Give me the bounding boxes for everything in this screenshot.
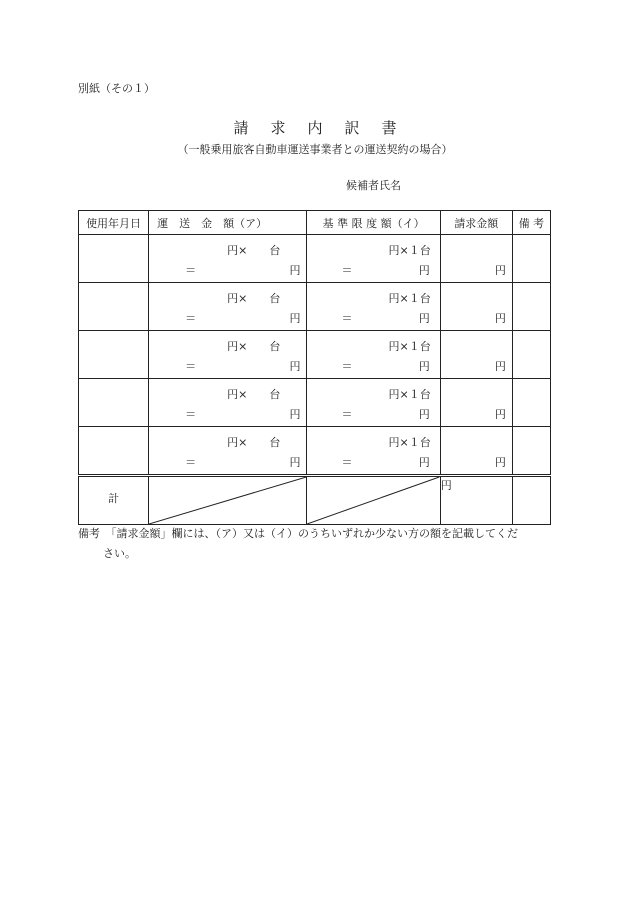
fare-cell[interactable] (149, 427, 307, 476)
header-fare: 運 送 金 額（ア） (149, 211, 307, 235)
total-label-cell (79, 476, 149, 525)
date-cell[interactable] (79, 379, 149, 427)
fare-yen: 円 (289, 264, 301, 277)
limit-yen: 円 (418, 360, 430, 373)
header-limit: 基 準 限 度 額（イ） (307, 211, 440, 235)
limit-equals: ＝ (341, 360, 353, 373)
fare-unit-text: 円× 台 (227, 388, 281, 401)
limit-cell[interactable] (307, 283, 440, 331)
header-claim: 請求金額 (440, 211, 512, 235)
fare-yen: 円 (289, 456, 301, 469)
fare-equals: ＝ (185, 408, 197, 421)
claim-cell[interactable] (440, 379, 512, 427)
note-line-1: 備考 「請求金額」欄には、（ア）又は（イ）のうちいずれか少ない方の額を記載してくだ (78, 527, 518, 540)
limit-cell[interactable] (307, 235, 440, 283)
document-subtitle: （一般乗用旅客自動車運送事業者との運送契約の場合） (177, 143, 453, 156)
document-label: 別紙（その１） (78, 82, 155, 95)
limit-yen: 円 (418, 264, 430, 277)
remarks-cell[interactable] (512, 331, 550, 379)
fare-cell[interactable] (149, 379, 307, 427)
fare-cell[interactable] (149, 283, 307, 331)
limit-equals: ＝ (341, 456, 353, 469)
diagonal-slash (149, 477, 306, 524)
date-cell[interactable] (79, 283, 149, 331)
fare-equals: ＝ (185, 456, 197, 469)
fare-yen: 円 (289, 408, 301, 421)
fare-cell[interactable] (149, 331, 307, 379)
limit-yen: 円 (418, 456, 430, 469)
claim-yen: 円 (494, 408, 506, 421)
table-row (79, 283, 551, 331)
fare-equals: ＝ (185, 360, 197, 373)
date-cell[interactable] (79, 235, 149, 283)
claim-yen: 円 (494, 456, 506, 469)
limit-equals: ＝ (341, 312, 353, 325)
total-remarks-cell (512, 476, 550, 525)
claim-cell[interactable] (440, 235, 512, 283)
fare-unit-text: 円× 台 (227, 436, 281, 449)
table-row (79, 427, 551, 476)
limit-unit-text: 円×１台 (388, 436, 431, 449)
remarks-cell[interactable] (512, 283, 550, 331)
table-row (79, 331, 551, 379)
fare-equals: ＝ (185, 312, 197, 325)
date-cell[interactable] (79, 331, 149, 379)
remarks-cell[interactable] (512, 379, 550, 427)
total-row (79, 476, 551, 525)
breakdown-table (78, 210, 551, 525)
applicant-name-label: 候補者氏名 (346, 179, 401, 192)
note-line-2: さい。 (103, 547, 136, 560)
fare-unit-text: 円× 台 (227, 244, 281, 257)
document-title: 請求内訳書 (233, 119, 419, 137)
claim-yen: 円 (494, 264, 506, 277)
claim-yen: 円 (494, 360, 506, 373)
claim-cell[interactable] (440, 283, 512, 331)
limit-unit-text: 円×１台 (388, 388, 431, 401)
remarks-cell[interactable] (512, 235, 550, 283)
header-date: 使用年月日 (79, 211, 149, 235)
header-remarks: 備 考 (512, 211, 550, 235)
total-claim-yen: 円 (440, 479, 452, 492)
table-row (79, 379, 551, 427)
claim-cell[interactable] (440, 331, 512, 379)
claim-yen: 円 (494, 312, 506, 325)
claim-cell[interactable] (440, 427, 512, 476)
limit-unit-text: 円×１台 (388, 292, 431, 305)
date-cell[interactable] (79, 427, 149, 476)
fare-unit-text: 円× 台 (227, 292, 281, 305)
limit-unit-text: 円×１台 (388, 340, 431, 353)
limit-cell[interactable] (307, 427, 440, 476)
fare-unit-text: 円× 台 (227, 340, 281, 353)
fare-yen: 円 (289, 360, 301, 373)
table-header-row (79, 211, 551, 235)
limit-cell[interactable] (307, 379, 440, 427)
limit-yen: 円 (418, 408, 430, 421)
total-claim-cell (440, 476, 512, 525)
total-limit-cell (307, 476, 440, 525)
fare-yen: 円 (289, 312, 301, 325)
limit-unit-text: 円×１台 (388, 244, 431, 257)
limit-cell[interactable] (307, 331, 440, 379)
table-row (79, 235, 551, 283)
fare-equals: ＝ (185, 264, 197, 277)
diagonal-slash (307, 477, 439, 524)
limit-equals: ＝ (341, 408, 353, 421)
total-label: 計 (108, 492, 120, 505)
fare-cell[interactable] (149, 235, 307, 283)
remarks-cell[interactable] (512, 427, 550, 476)
limit-yen: 円 (418, 312, 430, 325)
total-fare-cell (149, 476, 307, 525)
limit-equals: ＝ (341, 264, 353, 277)
